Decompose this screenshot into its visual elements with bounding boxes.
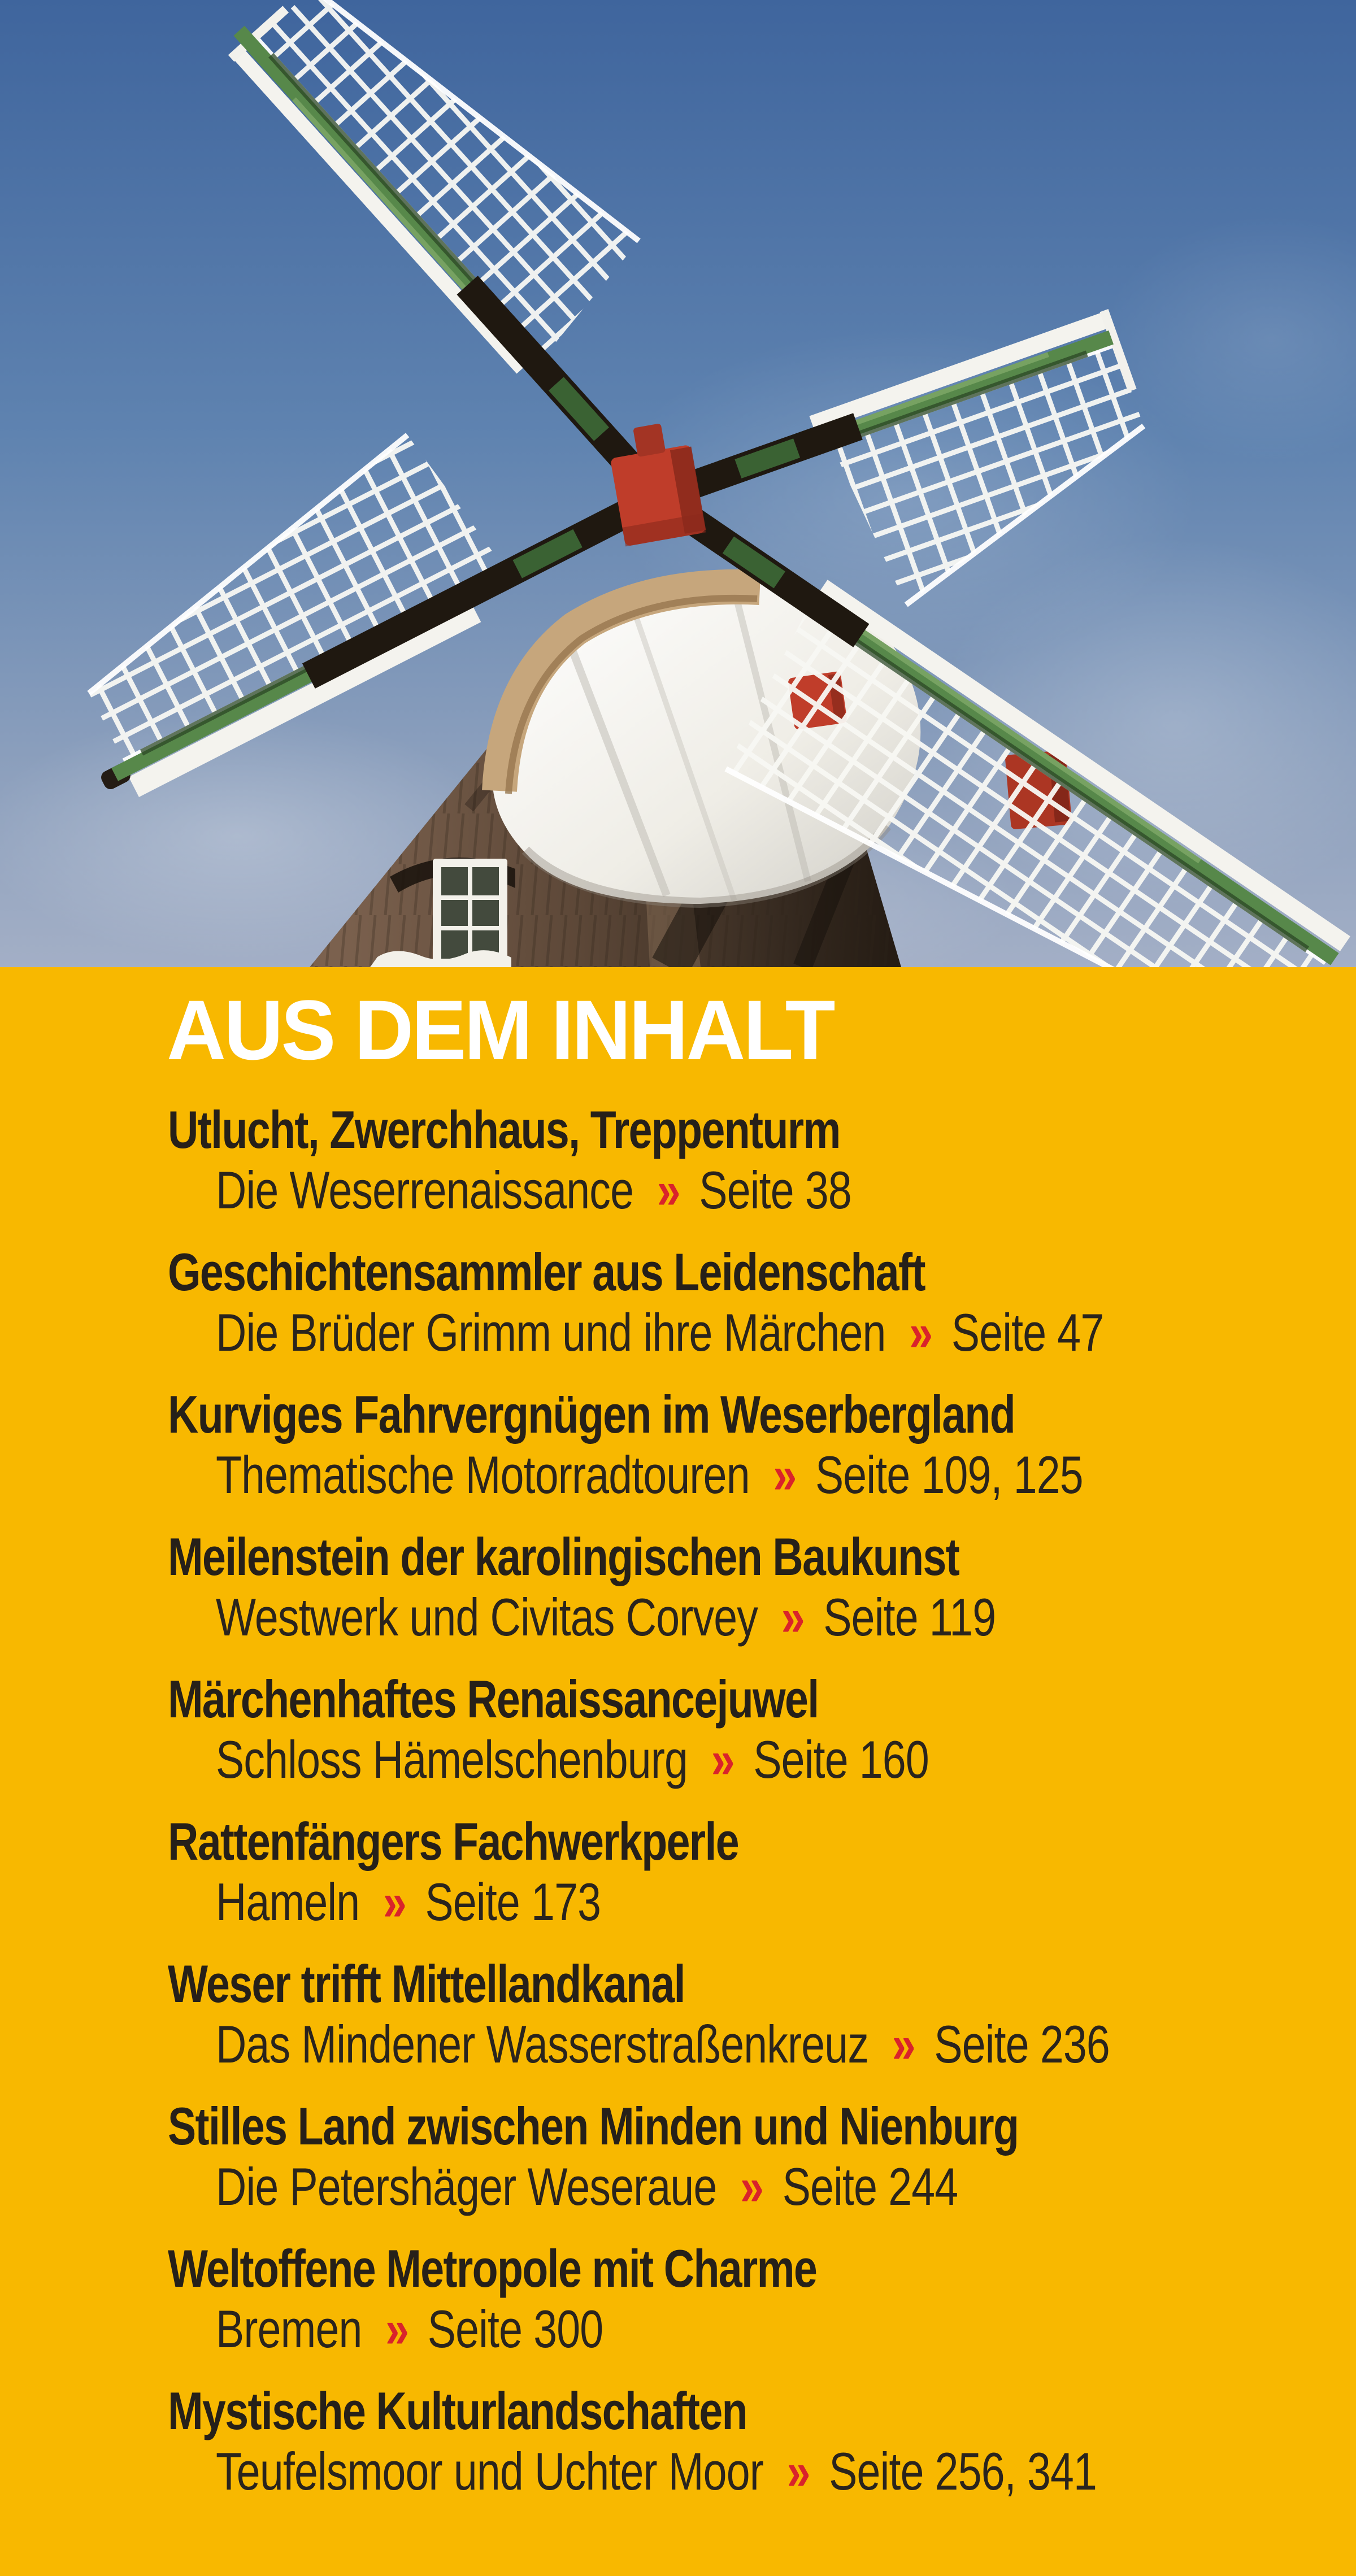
toc-entry-heading: Geschichtensammler aus Leidenschaft xyxy=(168,1242,925,1302)
toc-entry-subtitle: Die Weserrenaissance xyxy=(216,1160,634,1220)
toc-entry-pages: Seite 244 xyxy=(782,2157,958,2216)
toc-entry-subline xyxy=(216,2441,1128,2501)
toc-entry xyxy=(168,1384,1356,1505)
tower-window xyxy=(433,859,507,967)
toc-entry-subtitle: Die Petershäger Weseraue xyxy=(216,2157,717,2216)
page-ref-marker: » xyxy=(383,1872,406,1931)
toc-entry-heading: Märchenhaftes Renaissancejuwel xyxy=(168,1669,819,1729)
toc-entry-subline xyxy=(216,1872,1128,1932)
toc-entry-subtitle: Schloss Hämelschenburg xyxy=(216,1730,688,1789)
page-ref-marker: » xyxy=(711,1730,734,1789)
page-ref-marker: » xyxy=(786,2442,810,2501)
page-ref-marker: » xyxy=(773,1445,797,1504)
toc-entry-pages: Seite 160 xyxy=(753,1730,929,1789)
toc-entry-heading: Stilles Land zwischen Minden und Nienburg xyxy=(168,2096,1019,2156)
toc-entry xyxy=(168,2096,1356,2217)
toc-entry xyxy=(168,1953,1356,2074)
toc-entry-pages: Seite 256, 341 xyxy=(829,2442,1097,2501)
toc-entry xyxy=(168,1526,1356,1647)
toc-entry-pages: Seite 47 xyxy=(951,1303,1104,1362)
toc-entry-subline xyxy=(216,1444,1128,1505)
toc-entry-subtitle: Teufelsmoor und Uchter Moor xyxy=(216,2442,763,2501)
toc-entry-heading: Rattenfängers Fachwerkperle xyxy=(168,1812,738,1871)
toc-entry xyxy=(168,1669,1356,1790)
toc-entry-subtitle: Thematische Motorradtouren xyxy=(216,1445,750,1504)
page-ref-marker: » xyxy=(781,1587,805,1647)
page-ref-marker: » xyxy=(385,2299,409,2359)
page-ref-marker: » xyxy=(657,1160,680,1220)
toc-entry-pages: Seite 236 xyxy=(934,2014,1110,2074)
toc-entry-subline xyxy=(216,2156,1128,2217)
toc-entry-heading: Weser trifft Mittellandkanal xyxy=(168,1954,685,2013)
toc-entry-subtitle: Die Brüder Grimm und ihre Märchen xyxy=(216,1303,886,1362)
toc-entry-subline xyxy=(216,1729,1128,1790)
toc-entry-heading: Weltoffene Metropole mit Charme xyxy=(168,2239,817,2298)
toc-entry xyxy=(168,2381,1356,2501)
toc-entry-pages: Seite 173 xyxy=(425,1872,601,1931)
toc-entry xyxy=(168,1242,1356,1363)
windmill-photo xyxy=(0,0,1356,967)
page-ref-marker: » xyxy=(909,1303,933,1362)
toc-entry-subtitle: Westwerk und Civitas Corvey xyxy=(216,1587,758,1647)
toc-entry-subline xyxy=(216,1302,1128,1363)
toc-entry-pages: Seite 109, 125 xyxy=(815,1445,1083,1504)
toc-entry-heading: Utlucht, Zwerchhaus, Treppenturm xyxy=(168,1100,840,1159)
toc-entry xyxy=(168,1099,1356,1220)
page-title: AUS DEM INHALT xyxy=(167,982,833,1077)
toc-entry-subline xyxy=(216,2299,1128,2359)
toc-entry-subline xyxy=(216,2014,1128,2074)
toc-entry-pages: Seite 119 xyxy=(823,1587,996,1647)
page-ref-marker: » xyxy=(740,2157,764,2216)
toc-entry xyxy=(168,2238,1356,2359)
toc-entry-subline xyxy=(216,1160,1128,1220)
page-ref-marker: » xyxy=(892,2014,915,2074)
toc-entry xyxy=(168,1811,1356,1932)
toc-entry-heading: Mystische Kulturlandschaften xyxy=(168,2381,747,2440)
toc-entry-pages: Seite 300 xyxy=(427,2299,603,2359)
contents-panel xyxy=(0,967,1356,2576)
toc-entry-heading: Meilenstein der karolingischen Baukunst xyxy=(168,1527,959,1586)
toc-entry-subtitle: Bremen xyxy=(216,2299,362,2359)
toc-entry-subtitle: Das Mindener Wasserstraßenkreuz xyxy=(216,2014,869,2074)
toc-entry-subline xyxy=(216,1587,1128,1647)
toc-entry-subtitle: Hameln xyxy=(216,1872,360,1931)
toc-entry-pages: Seite 38 xyxy=(699,1160,851,1220)
contents-list xyxy=(168,1099,1356,2501)
toc-entry-heading: Kurviges Fahrvergnügen im Weserbergland xyxy=(168,1385,1015,1444)
